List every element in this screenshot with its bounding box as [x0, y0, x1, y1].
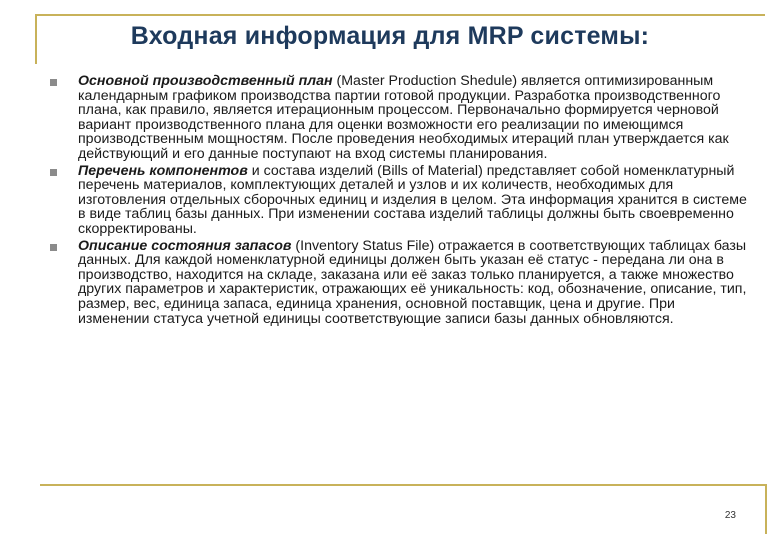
frame-bottom-rule [40, 484, 765, 486]
page-number: 23 [724, 510, 736, 521]
bullet-icon [50, 79, 57, 86]
item-text: (Inventory Status File) отражается в соответствующих таблицах базы данных. Для каждой номенклатурной единицы должен быть указан её статус - передана ли она в производство, находится на складе, заказана или её заказ только планируется, а также множество других параметров и характеристик, отражающих её уникальность: код, обозначение, описание, тип, размер, вес, единица запаса, единица хранения, основной поставщик, цена и другие. При изменении статуса учетной единицы соответствующие записи базы данных обновляются. [78, 237, 747, 327]
list-item [48, 164, 748, 237]
item-term: Перечень компонентов [78, 162, 248, 179]
frame-right-accent [765, 484, 767, 534]
list-item [48, 74, 748, 162]
item-text: и состава изделий (Bills of Material) представляет собой номенклатурный перечень материалов, комплектующих деталей и узлов и их количеств, необходимых для изготовления отдельных сборочных единиц и изделия в целом. Эта информация хранится в системе в виде таблиц базы данных. При изменении состава изделий таблицы должны быть своевременно скорректированы. [78, 162, 747, 237]
bullet-list [48, 74, 748, 328]
frame-top-rule [35, 14, 765, 16]
item-term: Описание состояния запасов [78, 237, 292, 254]
bullet-icon [50, 244, 57, 251]
item-text: (Master Production Shedule) является оптимизированным календарным графиком производства партии готовой продукции. Разработка производственного плана, как правило, является итерационным процессом. Первоначально формируется черновой вариант производственного плана для оценки возможности его реализации по имеющимся производственным мощностям. После проведения необходимых итераций план утверждается как действующий и его данные поступают на вход системы планирования. [78, 73, 729, 162]
list-item [48, 239, 748, 327]
bullet-icon [50, 169, 57, 176]
slide-title: Входная информация для MRP системы: [130, 22, 650, 50]
item-term: Основной производственный план [78, 73, 333, 89]
